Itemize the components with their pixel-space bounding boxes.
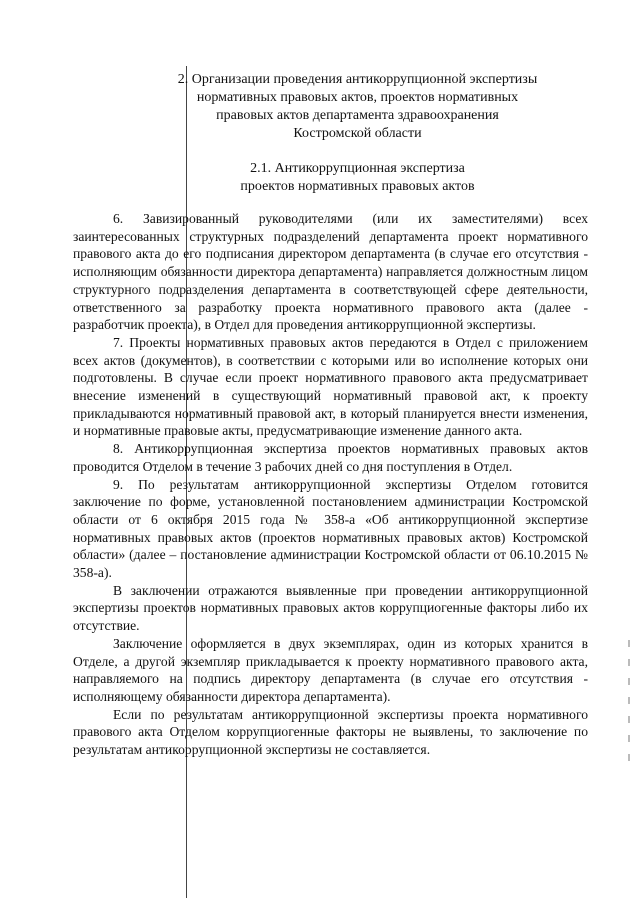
paragraph-9-conclusion-content: В заключении отражаются выявленные при проведении антикоррупционной экспертизы проектов нормативных правовых актов коррупциогенные факторы либо их отсутствие.: [73, 582, 588, 634]
paragraph-9: 9. По результатам антикоррупционной экспертизы Отделом готовится заключение по форме, установленной постановлением администрации Костромской области от 6 октября 2015 года № 358-а «Об антикоррупционной экспертизе нормативных правовых актов (проектов нормативных правовых актов) Костромской области» (далее – постановление администрации Костромской области от 06.10.2015 № 358-а).: [73, 476, 588, 581]
section-title-line: 2. Организации проведения антикоррупционной экспертизы: [177, 72, 538, 87]
paragraph-8: 8. Антикоррупционная экспертиза проектов нормативных правовых актов проводится Отделом в течение 3 рабочих дней со дня поступления в Отдел.: [73, 441, 588, 474]
section-title-line: правовых актов департамента здравоохранения: [216, 108, 499, 123]
paragraph-9-conclusion-copies: Заключение оформляется в двух экземплярах, один из которых хранится в Отделе, а другой экземпляр прикладывается к проекту нормативного правового акта, направляемого на подпись директору департамента (в случае его отсутствия - исполняющему обязанности директора департамента).: [73, 635, 588, 704]
section-title-line: Костромской области: [293, 126, 422, 141]
paragraph-7: 7. Проекты нормативных правовых актов передаются в Отдел с приложением всех актов (документов), в соответствии с которыми или во исполнение которых они подготовлены. В случае если проект нормативного правового акта предусматривает внесение изменений в существующий нормативный правовой акт, к проекту прикладываются нормативный правовой акт, в который планируется внести изменения, и нормативные правовые акты, предусматривающие изменение данного акта.: [73, 334, 588, 439]
subsection-title-line: проектов нормативных правовых актов: [240, 179, 475, 194]
paragraph-9-no-factors: Если по результатам антикоррупционной экспертизы проекта нормативного правового акта Отделом коррупциогенные факторы не выявлены, то заключение по результатам антикоррупционной экспертизы не составляется.: [73, 706, 588, 758]
subsection-title-line: 2.1. Антикоррупционная экспертиза: [250, 161, 465, 176]
section-title-line: нормативных правовых актов, проектов нормативных: [196, 90, 519, 105]
subsection-title: [100, 160, 615, 196]
section-title: [100, 71, 615, 143]
document-body: [73, 210, 588, 759]
scan-edge-marks: [628, 640, 632, 780]
paragraph-6: 6. Завизированный руководителями (или их заместителями) всех заинтересованных структурных подразделений департамента проект нормативного правового акта до его подписания директором департамента (в случае его отсутствия - исполняющим обязанности директора департамента) направляется должностным лицом структурного подразделения департамента в соответствующей сфере деятельности, ответственного за разработку проекта нормативного правового акта (далее - разработчик проекта), в Отдел для проведения антикоррупционной экспертизы.: [73, 211, 588, 333]
